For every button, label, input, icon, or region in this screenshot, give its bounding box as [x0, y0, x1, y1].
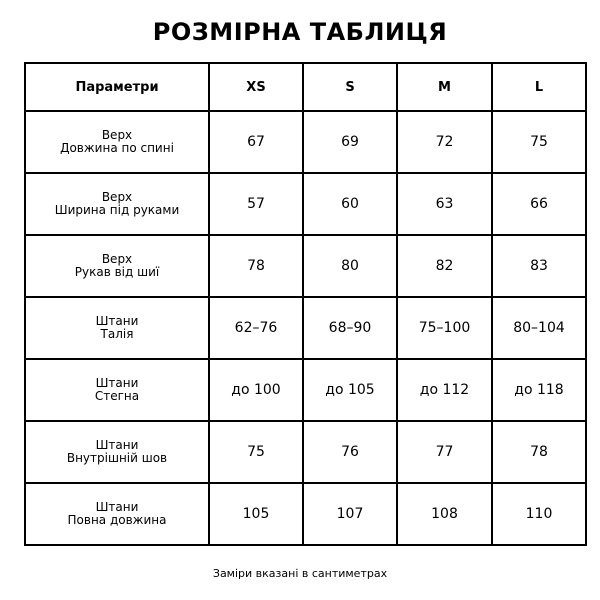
- row-measurement: Ширина під руками: [54, 203, 180, 217]
- cell-l: 78: [492, 421, 586, 483]
- row-category: Штани: [95, 376, 139, 390]
- cell-s: 69: [303, 111, 397, 173]
- cell-l: 110: [492, 483, 586, 545]
- table-row: [25, 421, 586, 483]
- row-measurement: Талія: [100, 327, 134, 341]
- table-row: [25, 297, 586, 359]
- cell-m: 75–100: [397, 297, 492, 359]
- header-size-s: S: [303, 63, 397, 111]
- row-measurement: Рукав від шиї: [74, 265, 160, 279]
- row-parameter: [25, 359, 209, 421]
- cell-m: 72: [397, 111, 492, 173]
- cell-l: 83: [492, 235, 586, 297]
- row-category: Штани: [95, 438, 139, 452]
- cell-s: 80: [303, 235, 397, 297]
- cell-xs: до 100: [209, 359, 303, 421]
- cell-l: до 118: [492, 359, 586, 421]
- table-row: [25, 483, 586, 545]
- cell-s: до 105: [303, 359, 397, 421]
- table-row: [25, 235, 586, 297]
- row-measurement: Повна довжина: [67, 513, 167, 527]
- cell-xs: 78: [209, 235, 303, 297]
- row-parameter: [25, 173, 209, 235]
- cell-m: 77: [397, 421, 492, 483]
- cell-l: 80–104: [492, 297, 586, 359]
- table-row: [25, 359, 586, 421]
- row-category: Верх: [101, 252, 133, 266]
- cell-m: 82: [397, 235, 492, 297]
- units-footnote: Заміри вказані в сантиметрах: [212, 567, 388, 580]
- row-category: Штани: [95, 500, 139, 514]
- cell-s: 107: [303, 483, 397, 545]
- cell-s: 60: [303, 173, 397, 235]
- row-parameter: [25, 483, 209, 545]
- row-parameter: [25, 235, 209, 297]
- row-measurement: Довжина по спині: [60, 141, 174, 155]
- cell-s: 76: [303, 421, 397, 483]
- row-measurement: Внутрішній шов: [66, 451, 168, 465]
- cell-xs: 67: [209, 111, 303, 173]
- row-measurement: Стегна: [94, 389, 140, 403]
- cell-m: до 112: [397, 359, 492, 421]
- row-category: Штани: [95, 314, 139, 328]
- table-header-row: [25, 63, 586, 111]
- row-parameter: [25, 111, 209, 173]
- size-table: [24, 62, 587, 546]
- row-parameter: [25, 297, 209, 359]
- cell-xs: 75: [209, 421, 303, 483]
- cell-xs: 57: [209, 173, 303, 235]
- table-row: [25, 173, 586, 235]
- header-size-l: L: [492, 63, 586, 111]
- page-title: РОЗМІРНА ТАБЛИЦЯ: [152, 18, 448, 46]
- cell-s: 68–90: [303, 297, 397, 359]
- header-size-xs: XS: [209, 63, 303, 111]
- header-parameters: Параметри: [25, 63, 209, 111]
- cell-l: 66: [492, 173, 586, 235]
- cell-xs: 105: [209, 483, 303, 545]
- row-parameter: [25, 421, 209, 483]
- table-row: [25, 111, 586, 173]
- cell-m: 63: [397, 173, 492, 235]
- header-size-m: M: [397, 63, 492, 111]
- row-category: Верх: [101, 190, 133, 204]
- cell-xs: 62–76: [209, 297, 303, 359]
- row-category: Верх: [101, 128, 133, 142]
- cell-m: 108: [397, 483, 492, 545]
- cell-l: 75: [492, 111, 586, 173]
